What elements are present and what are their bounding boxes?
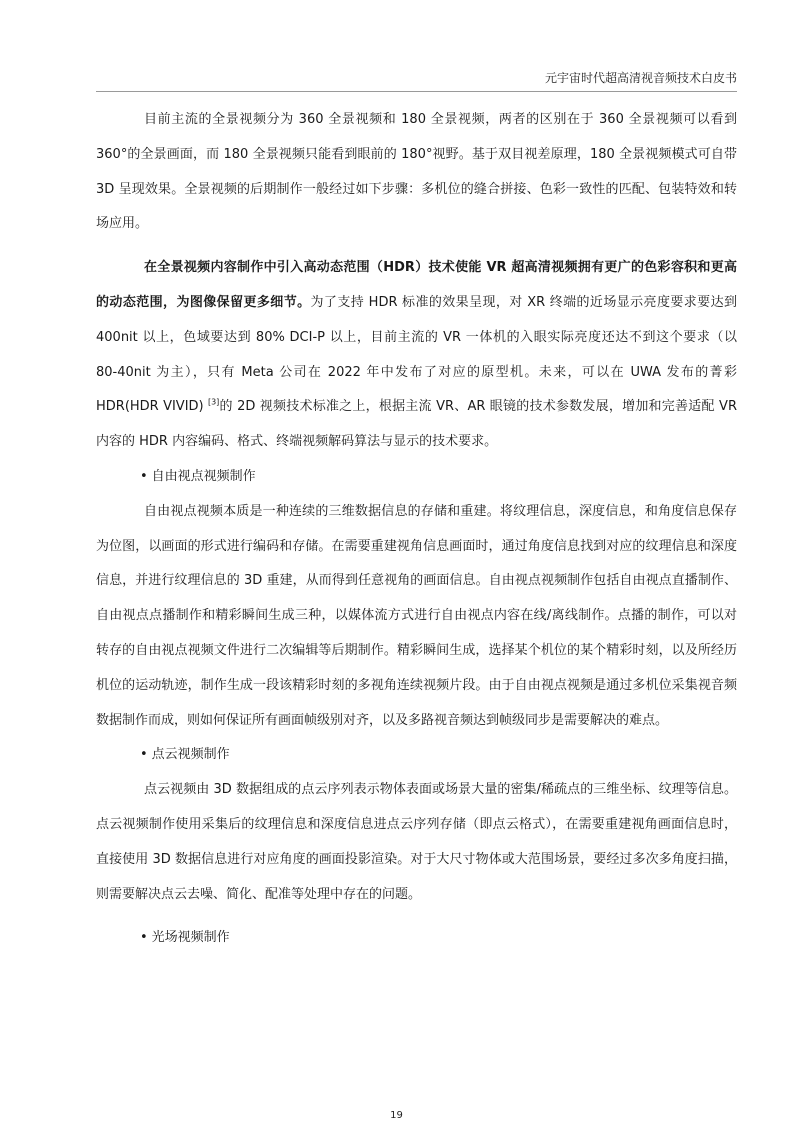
bullet-icon: • bbox=[140, 930, 148, 946]
hdr-text-b: 的 2D 视频技术标准之上，根据主流 VR、AR 眼镜的技术参数发展，增加和完善适配 VR 内容的 HDR 内容编码、格式、终端视频解码算法与显示的技术要求。 bbox=[96, 399, 737, 450]
paragraph-panorama: 目前主流的全景视频分为 360 全景视频和 180 全景视频，两者的区别在于 360 全景视频可以看到 360°的全景画面，而 180 全景视频只能看到眼前的 180°视野。基于双目视差原理，180 全景视频模式可自带 3D 呈现效果。全景视频的后期制作一般经过如下步骤：多机位的缝合拼接、色彩一致性的匹配、包装特效和转场应用。 bbox=[96, 112, 737, 232]
subheading-light-field-label: 光场视频制作 bbox=[151, 930, 230, 946]
page-content bbox=[96, 103, 737, 956]
paragraph-hdr bbox=[96, 251, 737, 460]
header-title: 元宇宙时代超高清视音频技术白皮书 bbox=[544, 71, 737, 85]
paragraph-free-viewpoint: 自由视点视频本质是一种连续的三维数据信息的存储和重建。将纹理信息，深度信息，和角度信息保存为位图，以画面的形式进行编码和存储。在需要重建视角信息画面时，通过角度信息找到对应的纹理信息和深度信息，并进行纹理信息的 3D 重建，从而得到任意视角的画面信息。自由视点视频制作包括自由视点直播制作、自由视点点播制作和精彩瞬间生成三种，以媒体流方式进行自由视点内容在线/离线制作。点播的制作，可以对转存的自由视点视频文件进行二次编辑等后期制作。精彩瞬间生成，选择某个机位的某个精彩时刻，以及所经历机位的运动轨迹，制作生成一段该精彩时刻的多视角连续视频片段。由于自由视点视频是通过多机位采集视音频数据制作而成，则如何保证所有画面帧级别对齐，以及多路视音频达到帧级同步是需要解决的难点。 bbox=[96, 503, 737, 728]
reference-3: [3] bbox=[207, 398, 220, 408]
bullet-icon: • bbox=[140, 747, 148, 763]
subheading-point-cloud bbox=[96, 738, 737, 773]
subheading-light-field bbox=[96, 921, 737, 956]
subheading-free-viewpoint-label: 自由视点视频制作 bbox=[151, 468, 256, 484]
hdr-bold-statement: 在全景视频内容制作中引入高动态范围（HDR）技术使能 VR 超高清视频拥有更广的色彩容积和更高的动态范围，为图像保留更多细节。 bbox=[96, 260, 737, 310]
page-number: 19 bbox=[390, 1110, 403, 1121]
hdr-text-a: 为了支持 HDR 标准的效果呈现，对 XR 终端的近场显示亮度要求要达到 400nit 以上，色域要达到 80% DCI-P 以上，目前主流的 VR 一体机的入眼实际亮度还达不到这个要求（以 80-40nit 为主），只有 Meta 公司在 2022 年中发布了对应的原型机。未来，可以在 UWA 发布的菁彩 HDR(HDR VIVID) bbox=[96, 294, 737, 415]
bullet-icon: • bbox=[140, 468, 148, 484]
subheading-free-viewpoint bbox=[96, 460, 737, 495]
page-header bbox=[96, 69, 737, 92]
subheading-point-cloud-label: 点云视频制作 bbox=[151, 747, 230, 763]
paragraph-point-cloud: 点云视频由 3D 数据组成的点云序列表示物体表面或场景大量的密集/稀疏点的三维坐标、纹理等信息。点云视频制作使用采集后的纹理信息和深度信息进点云序列存储（即点云格式），在需要重建视角画面信息时，直接使用 3D 数据信息进行对应角度的画面投影渲染。对于大尺寸物体或大范围场景，要经过多次多角度扫描，则需要解决点云去噪、简化、配准等处理中存在的问题。 bbox=[96, 782, 737, 902]
